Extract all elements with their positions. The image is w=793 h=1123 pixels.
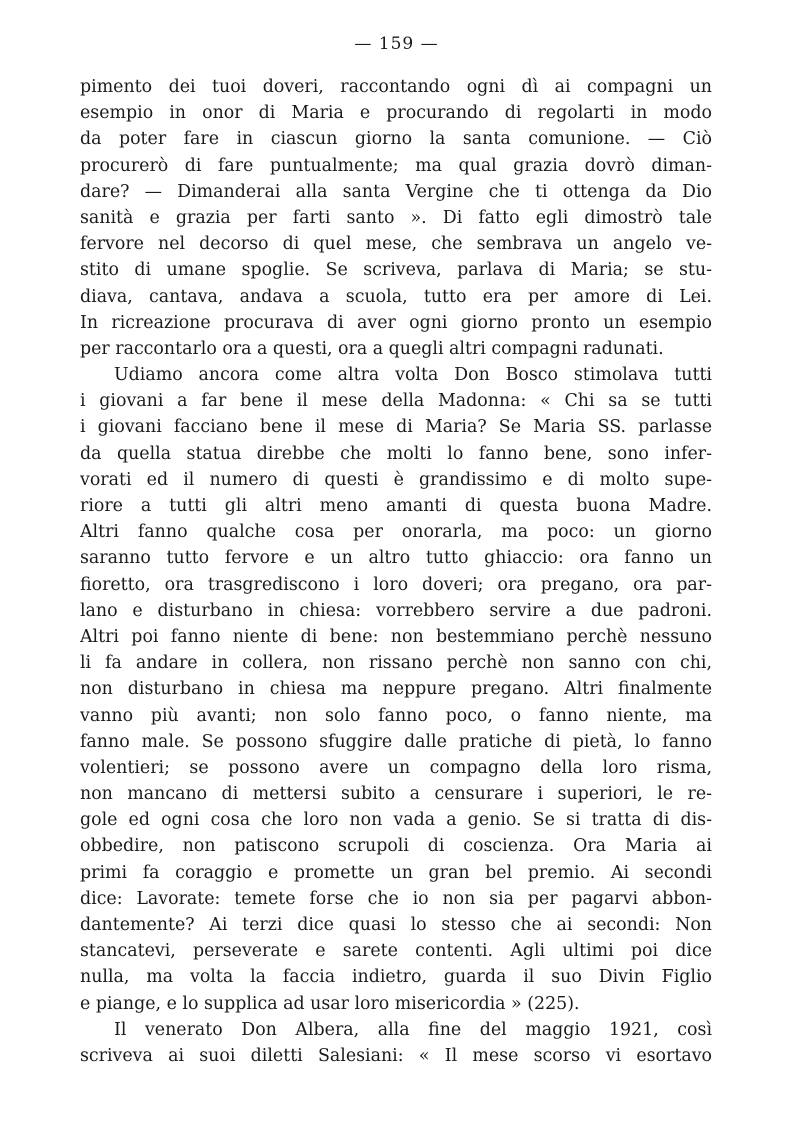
- text-line: da poter fare in ciascun giorno la santa comunione. — Ciò: [80, 129, 712, 150]
- text-line: dare? — Dimanderai alla santa Vergine che ti ottenga da Dio: [80, 181, 712, 202]
- text-line: Altri fanno qualche cosa per onorarla, ma poco: un giorno: [80, 522, 712, 543]
- text-line: Altri poi fanno niente di bene: non bestemmiano perchè nessuno: [80, 626, 712, 647]
- text-line: scriveva ai suoi diletti Salesiani: « Il mese scorso vi esortavo: [80, 1045, 712, 1066]
- body-text: [80, 74, 712, 1069]
- text-line: riore a tutti gli altri meno amanti di questa buona Madre.: [80, 496, 712, 516]
- text-line: pimento dei tuoi doveri, raccontando ogni dì ai compagni un: [80, 77, 712, 97]
- text-line: fervore nel decorso di quel mese, che sembrava un angelo ve-: [80, 234, 712, 255]
- text-line: In ricreazione procurava di aver ogni giorno pronto un esempio: [80, 312, 712, 333]
- text-line: non mancano di mettersi subito a censurare i superiori, le re-: [80, 784, 712, 805]
- text-line: i giovani a far bene il mese della Madonna: « Chi sa se tutti: [80, 391, 712, 412]
- text-line: dantemente? Ai terzi dice quasi lo stesso che ai secondi: Non: [80, 915, 712, 935]
- text-line: e piange, e lo supplica ad usar loro misericordia » (225).: [80, 993, 580, 1014]
- text-line: procurerò di fare puntualmente; ma qual grazia dovrò diman-: [80, 155, 712, 176]
- text-line: stito di umane spoglie. Se scriveva, parlava di Maria; se stu-: [80, 260, 712, 281]
- text-line: per raccontarlo ora a questi, ora a quegli altri compagni radunati.: [80, 338, 664, 359]
- text-line: fioretto, ora trasgrediscono i loro doveri; ora pregano, ora par-: [80, 574, 712, 595]
- text-line: saranno tutto fervore e un altro tutto ghiaccio: ora fanno un: [80, 548, 712, 569]
- paragraph-start-line: Il venerato Don Albera, alla fine del maggio 1921, così: [114, 1019, 712, 1040]
- text-line: dice: Lavorate: temete forse che io non sia per pagarvi abbon-: [80, 888, 712, 909]
- text-line: lano e disturbano in chiesa: vorrebbero servire a due padroni.: [80, 600, 712, 621]
- text-line: diava, cantava, andava a scuola, tutto era per amore di Lei.: [80, 286, 712, 307]
- page-number: — 159 —: [354, 34, 439, 54]
- text-line: volentieri; se possono avere un compagno della loro risma,: [80, 757, 712, 778]
- text-line: stancatevi, perseverate e sarete contenti. Agli ultimi poi dice: [80, 941, 712, 962]
- text-line: gole ed ogni cosa che loro non vada a genio. Se si tratta di dis-: [80, 810, 712, 831]
- paragraph-start-line: Udiamo ancora come altra volta Don Bosco stimolava tutti: [114, 365, 712, 386]
- text-line: fanno male. Se possono sfuggire dalle pratiche di pietà, lo fanno: [80, 731, 712, 752]
- text-line: nulla, ma volta la faccia indietro, guarda il suo Divin Figlio: [80, 967, 712, 988]
- text-line: esempio in onor di Maria e procurando di regolarti in modo: [80, 103, 712, 124]
- text-line: non disturbano in chiesa ma neppure pregano. Altri finalmente: [80, 679, 712, 700]
- text-line: da quella statua direbbe che molti lo fanno bene, sono infer-: [80, 443, 712, 464]
- text-line: primi fa coraggio e promette un gran bel premio. Ai secondi: [80, 862, 712, 883]
- text-line: li fa andare in collera, non rissano perchè non sanno con chi,: [80, 653, 712, 674]
- text-line: vorati ed il numero di questi è grandissimo e di molto supe-: [80, 469, 712, 490]
- text-line: obbedire, non patiscono scrupoli di coscienza. Ora Maria ai: [80, 836, 712, 857]
- text-line: vanno più avanti; non solo fanno poco, o fanno niente, ma: [80, 705, 712, 726]
- text-line: i giovani facciano bene il mese di Maria? Se Maria SS. parlasse: [80, 417, 712, 438]
- text-line: sanità e grazia per farti santo ». Di fatto egli dimostrò tale: [80, 207, 712, 228]
